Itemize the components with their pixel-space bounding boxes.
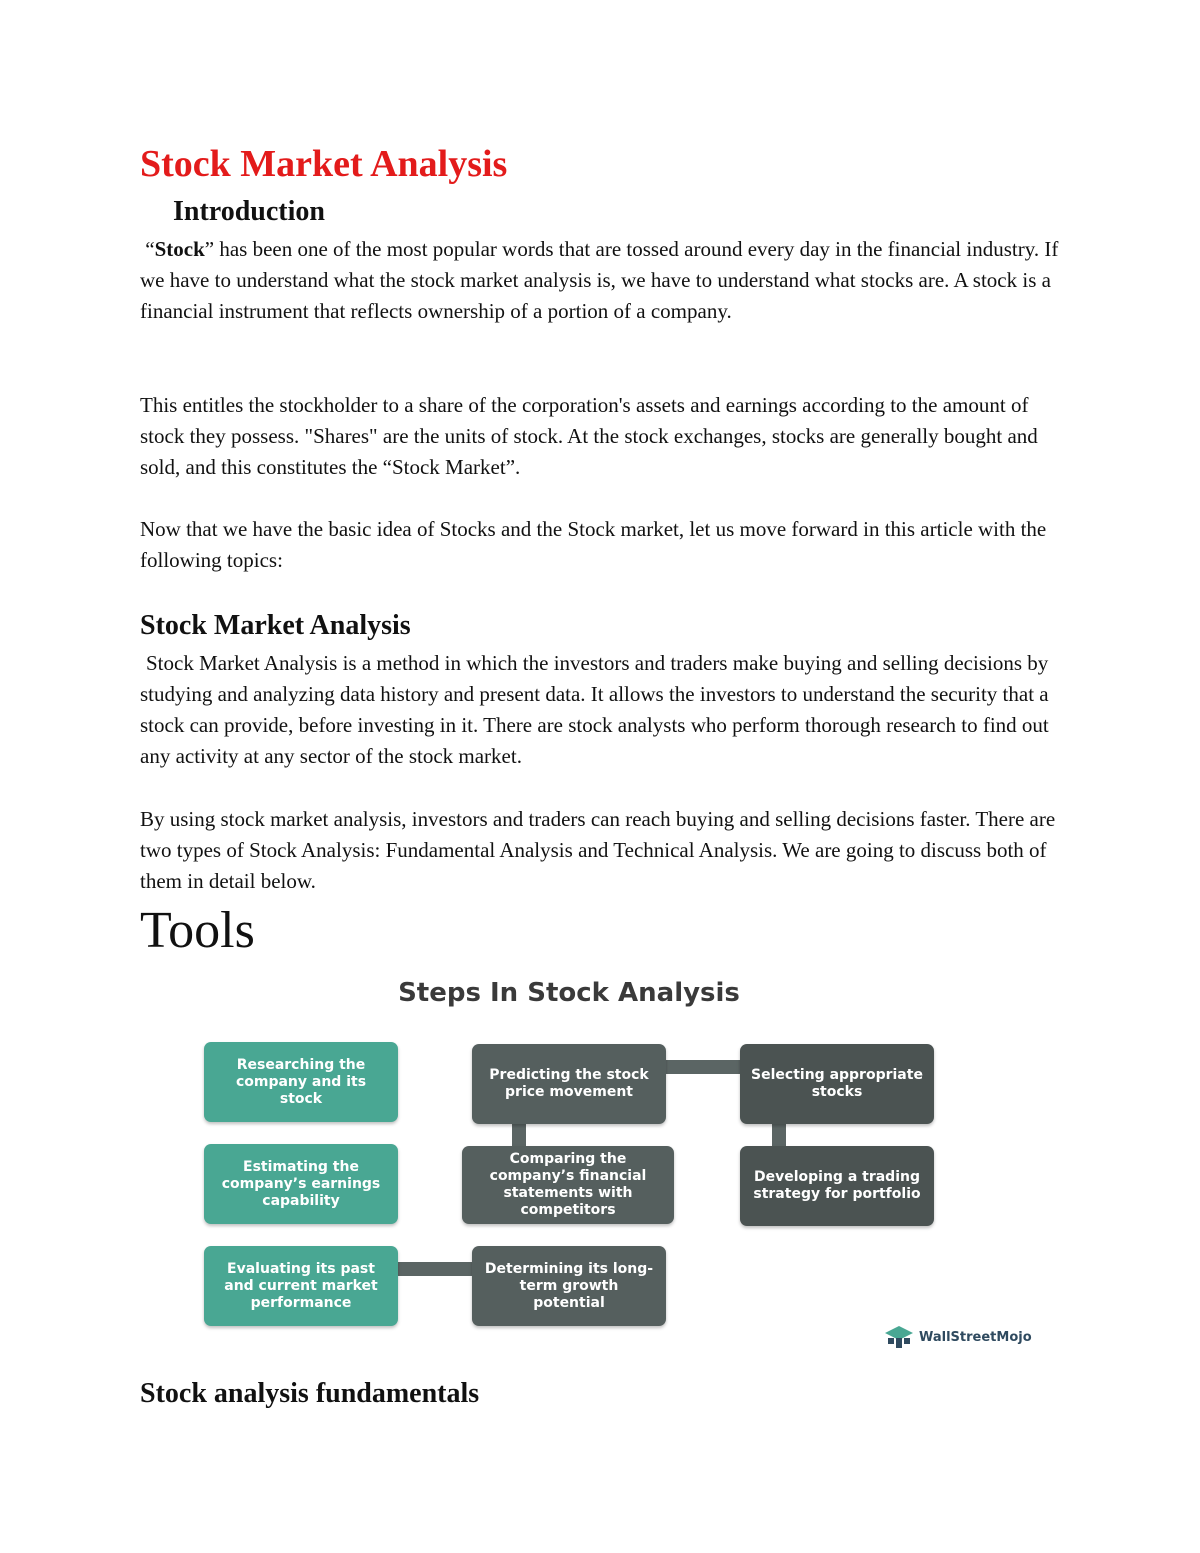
bold-lead-word: Stock: [154, 237, 205, 261]
intro-paragraph-2: This entitles the stockholder to a share of the corporation's assets and earnings according to the amount of stock they possess. "Shares" are the units of stock. At the stock exchanges, stocks are generally bought and sold, and this constitutes the “Stock Market”.: [140, 393, 1038, 479]
connector-3-4: [398, 1262, 474, 1276]
tools-heading: Tools: [140, 902, 255, 959]
step-determining-growth: Determining its long-term growth potential: [472, 1246, 666, 1326]
section1-paragraph-1: Stock Market Analysis is a method in which the investors and traders make buying and selling decisions by studying and analyzing data history and present data. It allows the investors to understand the security that a stock can provide, before investing in it. There are stock analysts who perform thorough research to find out any activity at any sector of the stock market.: [140, 651, 1049, 768]
intro-heading: Introduction: [173, 196, 325, 227]
document-title: Stock Market Analysis: [140, 143, 508, 185]
step-evaluating-performance: Evaluating its past and current market performance: [204, 1246, 398, 1326]
wallstreetmojo-logo: [882, 1324, 1032, 1350]
step-developing-strategy: Developing a trading strategy for portfolio: [740, 1146, 934, 1226]
diagram-title: Steps In Stock Analysis: [398, 978, 740, 1008]
step-estimating-earnings: Estimating the company’s earnings capability: [204, 1144, 398, 1224]
step-comparing-statements: Comparing the company’s financial statements with competitors: [462, 1146, 674, 1224]
open-quote: “: [145, 237, 155, 261]
section-heading-fundamentals: Stock analysis fundamentals: [140, 1378, 480, 1409]
connector-6-7: [666, 1060, 740, 1074]
intro-paragraph-1-text: ” has been one of the most popular words that are tossed around every day in the financial industry. If we have to understand what the stock market analysis is, we have to understand what stocks are. A stock is a financial instrument that reflects ownership of a portion of a company.: [140, 237, 1059, 323]
step-selecting-stocks: Selecting appropriate stocks: [740, 1044, 934, 1124]
step-researching-company: Researching the company and its stock: [204, 1042, 398, 1122]
steps-diagram: [140, 960, 1060, 1360]
wallstreetmojo-logo-icon: [882, 1324, 916, 1350]
intro-paragraph-3: Now that we have the basic idea of Stocks and the Stock market, let us move forward in this article with the following topics:: [140, 517, 1047, 572]
intro-paragraph-1: [140, 234, 1070, 327]
section1-paragraph-2: By using stock market analysis, investors and traders can reach buying and selling decisions faster. There are two types of Stock Analysis: Fundamental Analysis and Technical Analysis. We are going to discuss both of them in detail below.: [140, 807, 1056, 893]
logo-text: WallStreetMojo: [919, 1329, 1032, 1345]
section-heading-stock-market-analysis: Stock Market Analysis: [140, 610, 411, 641]
step-predicting-price: Predicting the stock price movement: [472, 1044, 666, 1124]
